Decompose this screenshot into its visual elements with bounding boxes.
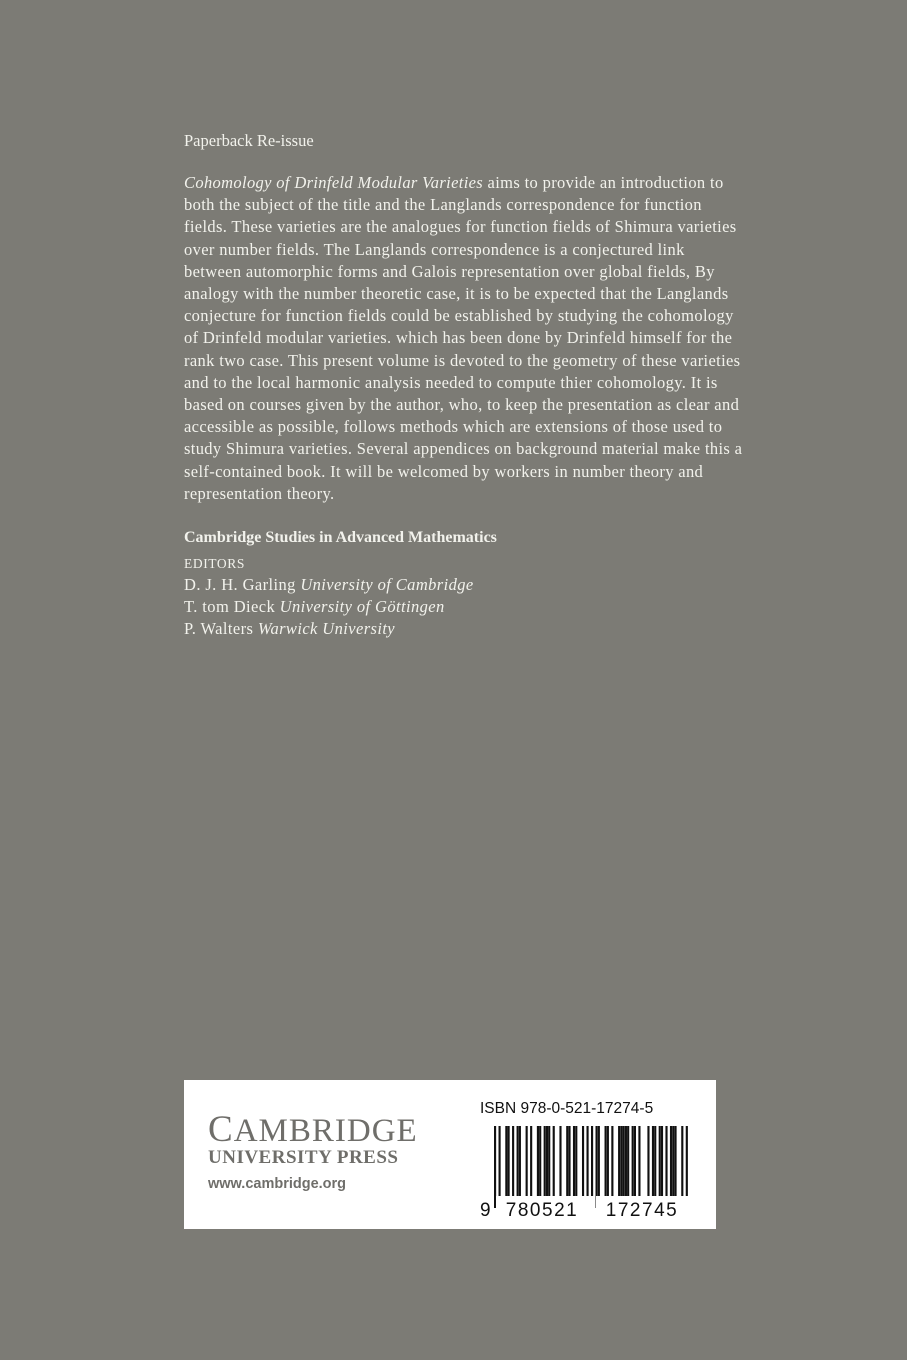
publisher-url[interactable]: www.cambridge.org xyxy=(208,1176,347,1192)
editor-affiliation: University of Göttingen xyxy=(279,597,445,617)
barcode-bar xyxy=(548,1126,550,1196)
editor-name: P. Walters xyxy=(184,619,254,639)
series-title: Cambridge Studies in Advanced Mathematics xyxy=(184,529,497,547)
publisher-panel xyxy=(184,1080,716,1229)
publisher-name-rest: AMBRIDGE xyxy=(233,1113,418,1149)
barcode-bar xyxy=(618,1126,620,1196)
barcode-bar xyxy=(582,1126,584,1196)
barcode-bar xyxy=(568,1126,570,1196)
barcode-bar xyxy=(665,1126,667,1196)
barcode-bar xyxy=(586,1126,588,1196)
editor-name: D. J. H. Garling xyxy=(184,575,296,595)
barcode-bar xyxy=(591,1126,593,1196)
barcode-left-group: 780521 xyxy=(505,1200,579,1220)
barcode-bar xyxy=(672,1126,674,1196)
book-description xyxy=(184,172,744,505)
editor-name: T. tom Dieck xyxy=(184,597,276,617)
publisher-logo xyxy=(208,1109,418,1195)
barcode-bar xyxy=(670,1126,672,1196)
editor-1 xyxy=(184,574,744,596)
barcode-bar xyxy=(537,1126,539,1196)
barcode-bar xyxy=(517,1126,519,1196)
barcode-bar xyxy=(566,1126,568,1196)
publisher-name xyxy=(208,1109,418,1150)
book-description-text: aims to provide an introduction to both the subject of the title and the Langlands correspondence for function fields. These varieties are the analogues for function fields of Shimura varieties over number fields. The Langlands correspondence is a conjectured link between automorphic forms and Galois representation over global fields, By analogy with the number theoretic case, it is to be expected that the Langlands conjecture for function fields could be established by studying the cohomology of Drinfeld modular varieties. which has been done by Drinfeld himself for the rank two case. This present volume is devoted to the geometry of these varieties and to the local harmonic analysis needed to compute thier cohomology. It is based on courses given by the author, who, to keep the presentation as clear and accessible as possible, follows methods which are extensions of those used to study Shimura varieties. Several appendices on background material make this a self-contained book. It will be welcomed by workers in number theory and representation theory. xyxy=(184,173,743,503)
editor-affiliation: University of Cambridge xyxy=(300,575,474,595)
barcode xyxy=(480,1126,702,1220)
barcode-bar xyxy=(623,1126,625,1196)
barcode-bar xyxy=(596,1126,598,1208)
barcode-bar xyxy=(559,1126,561,1196)
barcode-bar xyxy=(611,1126,613,1196)
publisher-press: UNIVERSITY PRESS xyxy=(208,1147,399,1168)
barcode-bar xyxy=(661,1126,663,1196)
barcode-bar xyxy=(573,1126,575,1196)
barcode-bar xyxy=(598,1126,600,1208)
editors-label: EDITORS xyxy=(184,556,245,572)
barcode-bar xyxy=(526,1126,528,1196)
isbn-label: ISBN 978-0-521-17274-5 xyxy=(480,1100,654,1117)
barcode-bar xyxy=(625,1126,627,1196)
barcode-bar xyxy=(627,1126,629,1196)
barcode-bar xyxy=(607,1126,609,1196)
reissue-label: Paperback Re-issue xyxy=(184,131,314,150)
barcode-bar xyxy=(686,1126,688,1208)
barcode-bar xyxy=(539,1126,541,1196)
barcode-bar xyxy=(494,1126,496,1208)
barcode-bar xyxy=(508,1126,510,1196)
barcode-bar xyxy=(512,1126,514,1196)
book-title-italic: Cohomology of Drinfeld Modular Varieties xyxy=(184,173,484,192)
barcode-bar xyxy=(659,1126,661,1196)
barcode-bar xyxy=(620,1126,622,1196)
barcode-right-group: 172745 xyxy=(605,1200,679,1220)
editor-affiliation: Warwick University xyxy=(257,619,396,639)
barcode-bar xyxy=(605,1126,607,1208)
barcode-bar xyxy=(638,1126,640,1196)
barcode-first-digit: 9 xyxy=(480,1200,491,1220)
barcode-bar xyxy=(505,1126,507,1196)
barcode-bar xyxy=(544,1126,546,1196)
barcode-bar xyxy=(681,1126,683,1208)
barcode-bar xyxy=(546,1126,548,1196)
back-cover-text xyxy=(184,130,744,640)
editor-3 xyxy=(184,618,744,640)
barcode-bar xyxy=(519,1126,521,1196)
barcode-bar xyxy=(634,1126,636,1196)
barcode-bar xyxy=(553,1126,555,1196)
barcode-bar xyxy=(647,1126,649,1196)
barcode-bar xyxy=(575,1126,577,1196)
barcode-bar xyxy=(632,1126,634,1196)
barcode-bar xyxy=(499,1126,501,1208)
barcode-bar xyxy=(654,1126,656,1196)
barcode-bar xyxy=(674,1126,676,1196)
publisher-name-initial: C xyxy=(208,1109,234,1150)
barcode-bars xyxy=(494,1126,688,1208)
barcode-bar xyxy=(530,1126,532,1196)
barcode-bar xyxy=(652,1126,654,1196)
editor-2 xyxy=(184,596,744,618)
